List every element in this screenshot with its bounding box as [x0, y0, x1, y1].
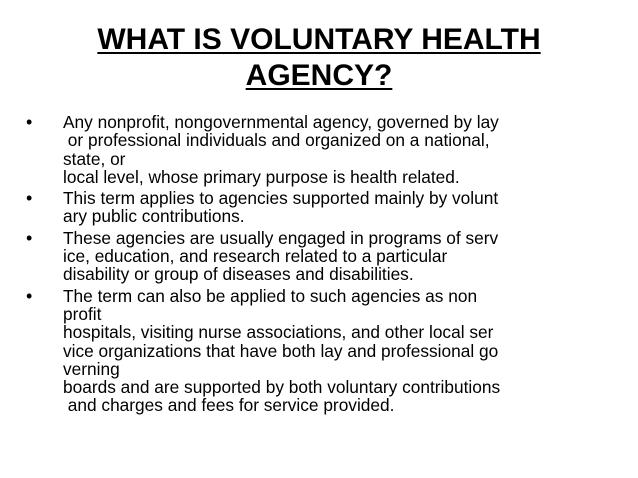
bullet-text-line: verning	[63, 358, 120, 379]
slide-title	[20, 22, 618, 94]
bullet-text-line: disability or group of diseases and disabilities.	[63, 264, 414, 285]
bullet-text-line: vice organizations that have both lay and professional go	[63, 340, 499, 361]
bullet-dot-icon: •	[26, 285, 33, 306]
slide-title-line: WHAT IS VOLUNTARY HEALTH	[97, 23, 541, 56]
bullet-text-line: boards and are supported by both voluntary contributions	[63, 377, 501, 398]
bullet-text-line: local level, whose primary purpose is health related.	[63, 166, 460, 187]
bullet-item-scope	[26, 287, 616, 415]
bullet-text-line: ary public contributions.	[63, 206, 245, 227]
bullet-item-definition	[26, 113, 616, 186]
bullet-dot-icon: •	[26, 188, 33, 209]
bullet-text-line: and charges and fees for service provided.	[63, 395, 395, 416]
bullet-list	[26, 113, 616, 418]
bullet-dot-icon: •	[26, 112, 33, 132]
bullet-text-line: ice, education, and research related to a particular	[63, 246, 448, 267]
bullet-text-line: or professional individuals and organized on a national,	[63, 130, 490, 151]
bullet-text-line: hospitals, visiting nurse associations, and other local ser	[63, 322, 494, 343]
bullet-text-line: profit	[63, 303, 102, 324]
slide-title-line: AGENCY?	[245, 59, 393, 92]
bullet-text-line: This term applies to agencies supported mainly by volunt	[63, 188, 499, 209]
bullet-text-line: state, or	[63, 148, 126, 169]
bullet-text-line: The term can also be applied to such agencies as non	[63, 285, 478, 306]
bullet-item-programs	[26, 229, 616, 284]
bullet-text-line: These agencies are usually engaged in programs of serv	[63, 227, 499, 248]
bullet-item-funding	[26, 189, 616, 226]
bullet-dot-icon: •	[26, 227, 33, 248]
bullet-text-line: Any nonprofit, nongovernmental agency, governed by lay	[63, 112, 499, 132]
